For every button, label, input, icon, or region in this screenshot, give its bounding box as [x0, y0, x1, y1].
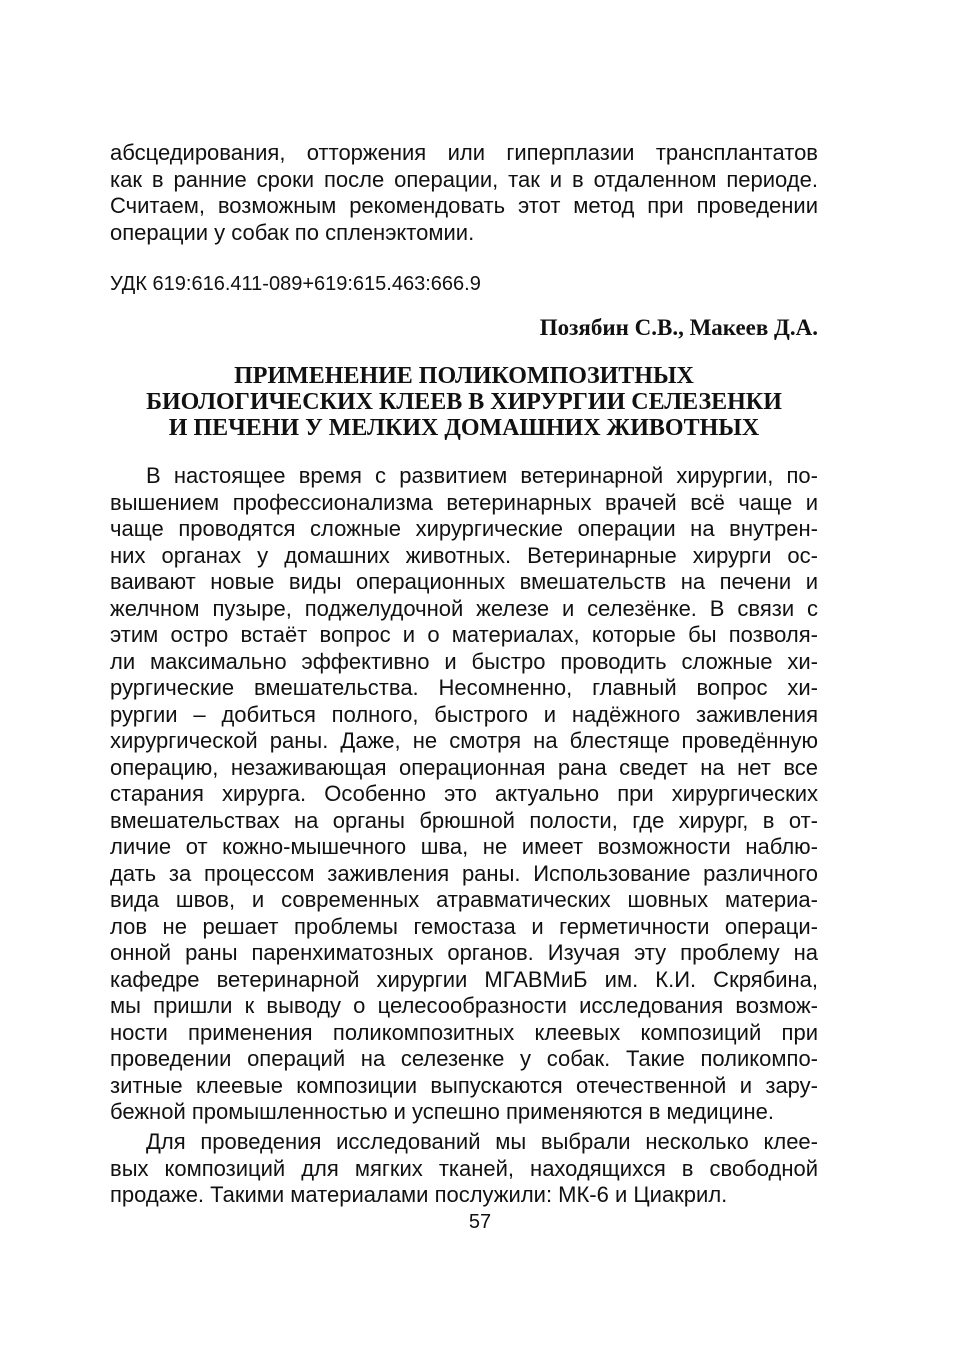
text-line: зитные клеевые композиции выпускаются отечественной и зару-: [110, 1072, 818, 1098]
text-line: мы пришли к выводу о целесообразности исследования возмож-: [110, 993, 818, 1018]
text-line: рургические вмешательства. Несомненно, главный вопрос хи-: [110, 675, 818, 700]
text-line: дать за процессом заживления раны. Использование различного: [110, 860, 818, 886]
text-line: операции у собак по спленэктомии.: [110, 219, 475, 245]
text-line: этим остро встаёт вопрос и о материалах, которые бы позволя-: [110, 622, 818, 647]
text-line: операцию, незаживающая операционная рана сведет на нет все: [110, 754, 818, 780]
text-line: онной раны паренхиматозных органов. Изучая эту проблему на: [110, 940, 818, 965]
text-line: хирургической раны. Даже, не смотря на блестяще проведённую: [110, 728, 818, 753]
text-line: вышением профессионализма ветеринарных врачей всё чаще и: [110, 489, 818, 515]
title-line: И ПЕЧЕНИ У МЕЛКИХ ДОМАШНИХ ЖИВОТНЫХ: [168, 415, 760, 441]
text-line: вмешательствах на органы брюшной полости, где хирург, в от-: [110, 807, 818, 833]
text-line: ности применения поликомпозитных клеевых композиций при: [110, 1019, 818, 1045]
title-line: ПРИМЕНЕНИЕ ПОЛИКОМПОЗИТНЫХ: [234, 363, 694, 389]
text-line: как в ранние сроки после операции, так и в отдаленном периоде.: [110, 166, 818, 192]
text-line: старания хирурга. Особенно это актуально при хирургических: [110, 781, 818, 806]
text-line: кафедре ветеринарной хирургии МГАВМиБ им. К.И. Скрябина,: [110, 966, 818, 992]
text-line: желчном пузыре, поджелудочной железе и селезёнке. В связи с: [110, 595, 818, 621]
title-line: БИОЛОГИЧЕСКИХ КЛЕЕВ В ХИРУРГИИ СЕЛЕЗЕНКИ: [146, 389, 782, 415]
text-line: чаще проводятся сложные хирургические операции на внутрен-: [110, 516, 818, 541]
text-line: личие от кожно-мышечного шва, не имеет возможности наблю-: [110, 834, 818, 859]
text-line: ваивают новые виды операционных вмешательств на печени и: [110, 569, 818, 594]
text-line: абсцедирования, отторжения или гиперплазии трансплантатов: [110, 140, 818, 165]
text-line: бежной промышленностью и успешно применяются в медицине.: [110, 1099, 774, 1124]
body-paragraph: [110, 1129, 818, 1209]
page-number: 57: [468, 1211, 492, 1233]
text-line: Считаем, возможным рекомендовать этот метод при проведении: [110, 193, 818, 218]
text-line: лов не решает проблемы гемостаза и герметичности операци-: [110, 913, 818, 939]
authors: Позябин С.В., Макеев Д.А.: [539, 315, 818, 340]
intro-paragraph: [110, 140, 818, 246]
text-line: вых композиций для мягких тканей, находящихся в свободной: [110, 1155, 818, 1181]
text-line: Для проведения исследований мы выбрали несколько клее-: [146, 1129, 818, 1154]
udc-code: УДК 619:616.411-089+619:615.463:666.9: [110, 273, 481, 295]
text-line: В настоящее время с развитием ветеринарной хирургии, по-: [146, 463, 818, 488]
text-line: рургии – добиться полного, быстрого и надёжного заживления: [110, 701, 818, 727]
text-line: ли максимально эффективно и быстро проводить сложные хи-: [110, 648, 818, 674]
text-line: продаже. Такими материалами послужили: МК-6 и Циакрил.: [110, 1182, 728, 1207]
text-line: вида швов, и современных атравматических шовных материа-: [110, 887, 818, 912]
article-title: [110, 363, 818, 441]
body-paragraph: [110, 463, 818, 1126]
text-line: них органах у домашних животных. Ветеринарные хирурги ос-: [110, 542, 818, 568]
text-line: проведении операций на селезенке у собак. Такие поликомпо-: [110, 1046, 818, 1071]
